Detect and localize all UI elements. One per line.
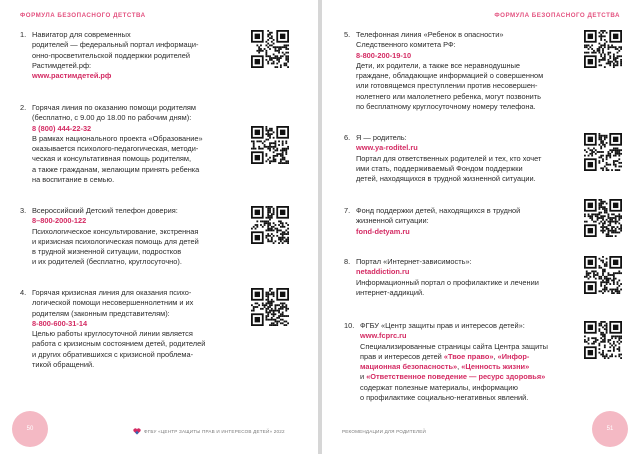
item-text-line: Следственного комитета РФ: xyxy=(356,40,456,50)
item-number: 10. xyxy=(344,321,355,330)
item-text-line: или готовящемся преступлении против несовершен- xyxy=(356,81,538,91)
item-body xyxy=(356,133,580,184)
text-run: , xyxy=(457,362,462,372)
page-footer: РЕКОМЕНДАЦИИ ДЛЯ РОДИТЕЛЕЙ xyxy=(342,429,427,434)
highlight-text: «Инфор- xyxy=(497,351,530,361)
highlight-text: «Твое право» xyxy=(443,351,494,361)
item-body xyxy=(360,321,580,403)
item-text-line: Навигатор для современных xyxy=(32,30,131,39)
item-text-line: Портал для ответственных родителей и тех, кто хочет xyxy=(356,153,542,163)
item-text-line: Портал «Интернет-зависимость»: xyxy=(356,257,472,266)
item-text-line: тикой обращений. xyxy=(32,360,95,370)
item-text-line: и других обратившихся с кризисной проблема- xyxy=(32,349,194,359)
text-run: прав и интересов детей xyxy=(360,351,444,361)
qr-code-icon xyxy=(584,199,622,237)
right-page xyxy=(322,0,640,454)
item-text-line: (бесплатно, с 9.00 до 18.00 по рабочим дням): xyxy=(32,113,192,123)
item-number: 2. xyxy=(20,103,27,112)
item-text-line: В рамках национального проекта «Образование» xyxy=(32,133,203,143)
item-body xyxy=(32,288,236,370)
item-text-line: Растимдетей.рф: xyxy=(32,60,92,70)
item-number: 6. xyxy=(344,133,351,142)
page-header: ФОРМУЛА БЕЗОПАСНОГО ДЕТСТВА xyxy=(20,12,146,19)
phone-number: 8-800-600-31-14 xyxy=(32,318,88,328)
item-number: 3. xyxy=(20,206,27,215)
text-run: , xyxy=(493,351,498,361)
item-body xyxy=(32,206,236,268)
item-text-line: жизненной ситуации: xyxy=(356,216,429,226)
item-text-line: Всероссийский Детский телефон доверия: xyxy=(32,206,178,215)
item-text-line: ФГБУ «Центр защиты прав и интересов детей»: xyxy=(360,321,525,330)
qr-code-icon xyxy=(584,30,622,68)
page-number: 50 xyxy=(12,411,48,447)
item-text-line: оказывается психолого-педагогическая, методи- xyxy=(32,144,199,154)
item-text-line: а также гражданам, желающим принять ребенка xyxy=(32,164,200,174)
item-text-line xyxy=(360,362,580,372)
item-text-line: Информационный портал о профилактике и лечении xyxy=(356,277,539,287)
logo-icon xyxy=(133,428,141,435)
qr-code-icon xyxy=(251,126,289,164)
list-item xyxy=(344,133,580,184)
phone-number: 8–800-2000-122 xyxy=(32,216,87,226)
list-item xyxy=(20,30,236,81)
highlight-text: мационная безопасность» xyxy=(360,362,458,372)
item-text-line: на воспитание в семью. xyxy=(32,175,115,185)
item-number: 7. xyxy=(344,206,351,215)
item-body xyxy=(32,30,236,81)
qr-code-icon xyxy=(584,321,622,359)
item-body xyxy=(356,206,580,237)
page-footer: ФГБУ «ЦЕНТР ЗАЩИТЫ ПРАВ И ИНТЕРЕСОВ ДЕТЕЙ» 2022 xyxy=(144,429,285,434)
item-number: 5. xyxy=(344,30,351,39)
highlight-text: «Ответственное поведение — ресурс здоровья» xyxy=(366,372,546,382)
list-item xyxy=(20,288,236,370)
item-text-line: Дети, их родители, а также все неравнодушные xyxy=(356,60,521,70)
item-body xyxy=(32,103,236,185)
website-link[interactable]: www.fcprc.ru xyxy=(360,331,407,341)
item-number: 8. xyxy=(344,257,351,266)
item-text-line: Целью работы круглосуточной линии является xyxy=(32,329,193,339)
item-text-line: по бесплатному круглосуточному номеру телефона. xyxy=(356,102,536,112)
qr-code-icon xyxy=(251,288,289,326)
item-text-line: Телефонная линия «Ребенок в опасности» xyxy=(356,30,504,39)
item-text-line: и кризисная психологическая помощь для детей xyxy=(32,236,199,246)
list-item xyxy=(344,321,580,403)
list-item xyxy=(20,206,236,268)
item-number: 1. xyxy=(20,30,27,39)
item-body xyxy=(356,257,580,298)
item-text-line: логической помощи несовершеннолетним и их xyxy=(32,298,194,308)
list-item xyxy=(344,206,580,237)
website-link[interactable]: www.растимдетей.рф xyxy=(32,71,112,81)
qr-code-icon xyxy=(251,206,289,244)
item-text-line: Фонд поддержки детей, находящихся в трудной xyxy=(356,206,521,215)
item-text-line: родителям (законным представителям): xyxy=(32,308,170,318)
item-text-line: онно-просветительской поддержки родителей xyxy=(32,50,190,60)
item-text-line: Горячая линия по оказанию помощи родителям xyxy=(32,103,197,112)
item-number: 4. xyxy=(20,288,27,297)
website-link[interactable]: www.ya-roditel.ru xyxy=(356,143,418,153)
item-text-line: Горячая кризисная линия для оказания психо- xyxy=(32,288,192,297)
list-item xyxy=(20,103,236,185)
qr-code-icon xyxy=(584,256,622,294)
website-link[interactable]: netaddiction.ru xyxy=(356,267,410,277)
item-text-line: и их родителей (бесплатно, круглосуточно). xyxy=(32,257,182,267)
text-run: и xyxy=(360,372,367,382)
item-text-line xyxy=(360,372,580,382)
item-text-line: ими стать, поддерживаемый Фондом поддержки xyxy=(356,163,523,173)
item-text-line xyxy=(360,352,580,362)
item-text-line: нолетнего или малолетнего ребенка, могут позвонить xyxy=(356,91,542,101)
item-body xyxy=(356,30,580,112)
item-text-line: граждане, обладающие информацией о совершенном xyxy=(356,71,544,81)
website-link[interactable]: fond-detyam.ru xyxy=(356,226,410,236)
list-item xyxy=(344,257,580,298)
phone-number: 8-800-200-19-10 xyxy=(356,50,412,60)
item-text-line: в трудной жизненной ситуации, подростков xyxy=(32,247,182,257)
item-text-line: интернет-аддикций. xyxy=(356,287,425,297)
highlight-text: «Ценность жизни» xyxy=(461,362,530,372)
item-text-line: родителей — федеральный портал информаци- xyxy=(32,40,199,50)
item-text-line: о профилактике социально-негативных явлений. xyxy=(360,393,529,403)
item-text-line: работа с кризисным состоянием детей, родителей xyxy=(32,339,206,349)
item-text-line: Психологическое консультирование, экстренная xyxy=(32,226,199,236)
item-text-line: Специализированные страницы сайта Центра защиты xyxy=(360,341,548,351)
page-number: 51 xyxy=(592,411,628,447)
page-header: ФОРМУЛА БЕЗОПАСНОГО ДЕТСТВА xyxy=(494,12,620,19)
item-text-line: ческая и консультативная помощь родителям, xyxy=(32,154,192,164)
list-item xyxy=(344,30,580,112)
left-page xyxy=(0,0,318,454)
qr-code-icon xyxy=(584,133,622,171)
item-text-line: Я — родитель: xyxy=(356,133,407,142)
item-text-line: содержат полезные материалы, информацию xyxy=(360,382,518,392)
phone-number: 8 (800) 444-22-32 xyxy=(32,123,92,133)
qr-code-icon xyxy=(251,30,289,68)
item-text-line: детей, находящихся в трудной жизненной ситуации. xyxy=(356,174,536,184)
